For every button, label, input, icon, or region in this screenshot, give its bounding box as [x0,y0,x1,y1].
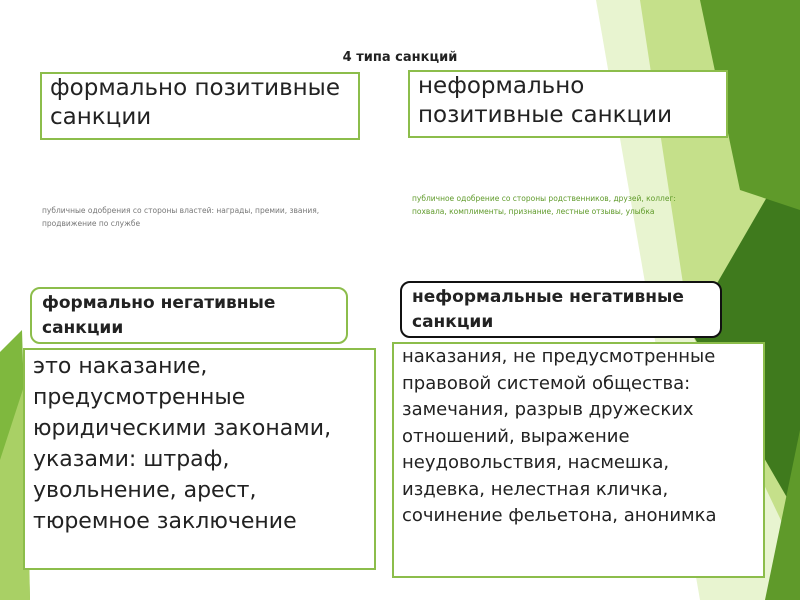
formal-negative-description: это наказание, предусмотренные юридическими законами, указами: штраф, увольнение, арест, тюремное заключение [23,348,376,570]
formal-positive-heading: формально позитивные санкции [40,72,360,140]
informal-positive-heading: неформально позитивные санкции [408,70,728,138]
slide-title: 4 типа санкций [342,50,458,65]
informal-negative-heading: неформальные негативные санкции [400,281,722,338]
informal-negative-description: наказания, не предусмотренные правовой системой общества: замечания, разрыв дружеских отношений, выражение неудовольствия, насмешка, издевка, нелестная кличка, сочинение фельетона, анонимка [392,342,765,578]
informal-positive-description: публичное одобрение со стороны родственников, друзей, коллег: похвала, комплименты, признание, лестные отзывы, улыбка [412,194,676,216]
formal-positive-description: публичные одобрения со стороны властей: награды, премии, звания, продвижение по службе [42,206,320,228]
formal-negative-heading: формально негативные санкции [30,287,348,344]
